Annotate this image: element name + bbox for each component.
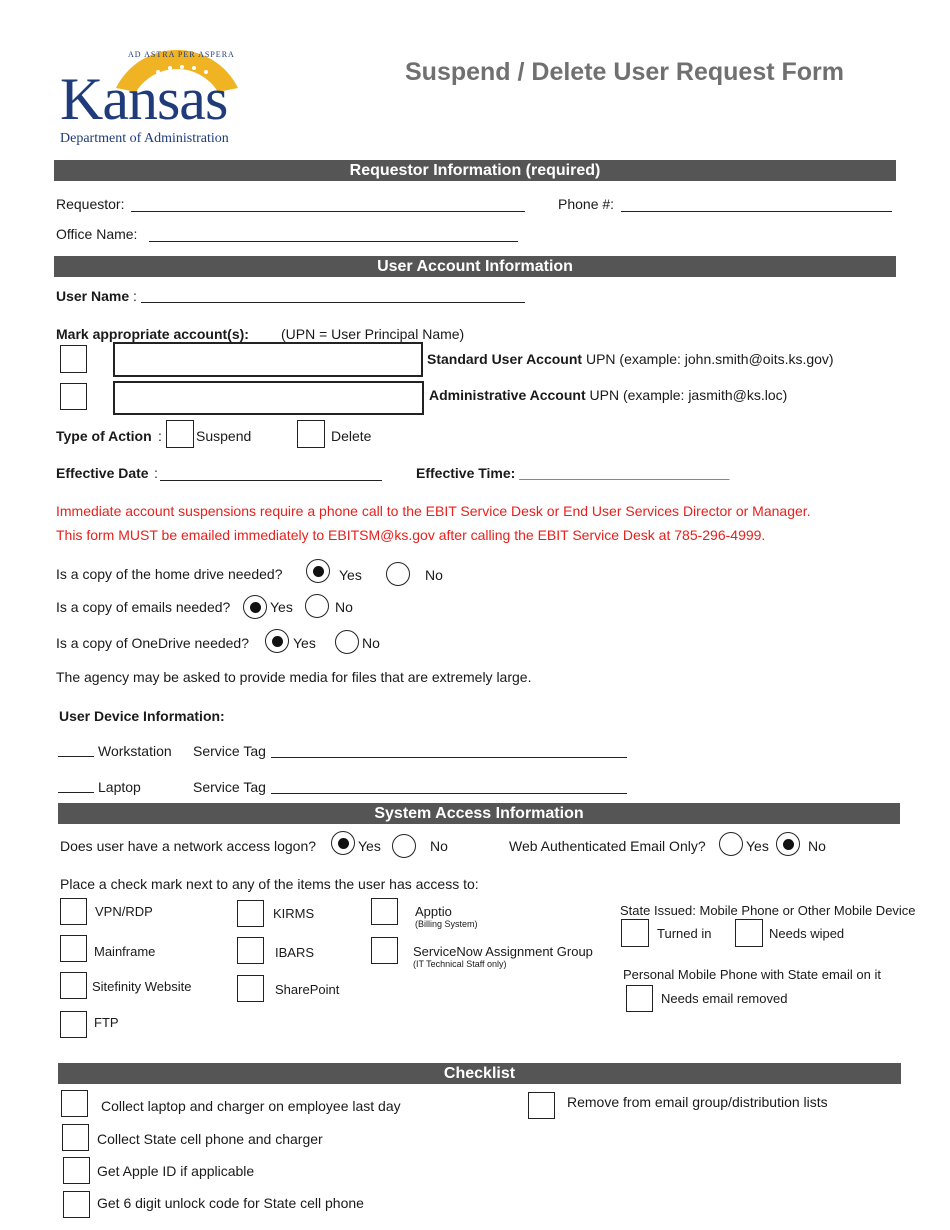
warning-suspension: Immediate account suspensions require a phone call to the EBIT Service Desk or End User Services Director or Manager. — [56, 503, 811, 519]
workstation-label: Workstation — [98, 743, 172, 759]
mainframe-checkbox[interactable] — [60, 935, 87, 962]
apptio-sublabel: (Billing System) — [415, 919, 478, 929]
place-check-instruction: Place a check mark next to any of the items the user has access to: — [60, 876, 479, 892]
home-drive-no-radio[interactable] — [386, 562, 410, 586]
mark-accounts-label: Mark appropriate account(s): — [56, 326, 249, 342]
admin-account-checkbox[interactable] — [60, 383, 87, 410]
needs-email-removed-checkbox[interactable] — [626, 985, 653, 1012]
type-of-action-colon: : — [158, 428, 162, 444]
standard-account-checkbox[interactable] — [60, 345, 87, 373]
onedrive-no-radio[interactable] — [335, 630, 359, 654]
office-name-field[interactable] — [149, 241, 518, 242]
requestor-field[interactable] — [131, 211, 525, 212]
emails-question: Is a copy of emails needed? — [56, 599, 231, 615]
emails-yes-label: Yes — [270, 599, 293, 615]
servicenow-checkbox[interactable] — [371, 937, 398, 964]
delete-checkbox[interactable] — [297, 420, 325, 448]
apptio-checkbox[interactable] — [371, 898, 398, 925]
laptop-label: Laptop — [98, 779, 141, 795]
section-bar-user-account: User Account Information — [54, 256, 896, 277]
vpn-checkbox[interactable] — [60, 898, 87, 925]
mainframe-label: Mainframe — [94, 944, 156, 959]
network-logon-no-label: No — [430, 838, 448, 854]
needs-wiped-label: Needs wiped — [769, 926, 845, 941]
onedrive-no-label: No — [362, 635, 380, 651]
vpn-label: VPN/RDP — [95, 904, 153, 919]
home-drive-no-label: No — [425, 567, 443, 583]
kansas-logo — [58, 46, 253, 151]
user-name-colon: : — [133, 288, 137, 304]
suspend-label: Suspend — [196, 428, 252, 444]
requestor-label: Requestor: — [56, 196, 125, 212]
emails-no-label: No — [335, 599, 353, 615]
section-bar-system-access: System Access Information — [58, 803, 900, 824]
workstation-check-line[interactable] — [58, 756, 94, 757]
checklist-item4-label: Get 6 digit unlock code for State cell phone — [97, 1195, 364, 1211]
delete-label: Delete — [331, 428, 372, 444]
sitefinity-label: Sitefinity Website — [92, 979, 192, 994]
section-bar-requestor: Requestor Information (required) — [54, 160, 896, 181]
checklist-item5-checkbox[interactable] — [528, 1092, 555, 1119]
web-email-question: Web Authenticated Email Only? — [509, 838, 706, 854]
media-note: The agency may be asked to provide media for files that are extremely large. — [56, 669, 532, 685]
home-drive-yes-radio[interactable] — [306, 559, 330, 583]
home-drive-question: Is a copy of the home drive needed? — [56, 566, 283, 582]
effective-date-colon: : — [154, 465, 158, 481]
standard-account-label — [427, 351, 834, 367]
sharepoint-label: SharePoint — [275, 982, 340, 997]
apptio-label: Apptio — [415, 904, 452, 919]
kirms-checkbox[interactable] — [237, 900, 264, 927]
network-logon-yes-label: Yes — [358, 838, 381, 854]
web-email-yes-radio[interactable] — [719, 832, 743, 856]
standard-upn-field[interactable] — [113, 342, 423, 377]
web-email-no-label: No — [808, 838, 826, 854]
logo-department: Department of Administration — [60, 131, 229, 146]
laptop-check-line[interactable] — [58, 792, 94, 793]
checklist-item3-checkbox[interactable] — [63, 1157, 90, 1184]
onedrive-yes-label: Yes — [293, 635, 316, 651]
suspend-checkbox[interactable] — [166, 420, 194, 448]
warning-email: This form MUST be emailed immediately to EBITSM@ks.gov after calling the EBIT Service Desk at 785-296-4999. — [56, 527, 766, 543]
onedrive-yes-radio[interactable] — [265, 629, 289, 653]
ibars-label: IBARS — [275, 945, 315, 960]
state-issued-label: State Issued: Mobile Phone or Other Mobile Device — [620, 903, 916, 918]
web-email-yes-label: Yes — [746, 838, 769, 854]
logo-motto: AD ASTRA PER ASPERA — [128, 50, 235, 59]
admin-account-example: UPN (example: jasmith@ks.loc) — [585, 387, 788, 403]
upn-note: (UPN = User Principal Name) — [281, 326, 465, 342]
admin-account-title: Administrative Account — [429, 387, 586, 403]
type-of-action-label: Type of Action — [56, 428, 152, 444]
office-name-label: Office Name: — [56, 226, 138, 242]
kirms-label: KIRMS — [273, 906, 315, 921]
needs-email-removed-label: Needs email removed — [661, 991, 788, 1006]
phone-field[interactable] — [621, 211, 892, 212]
section-bar-checklist: Checklist — [58, 1063, 901, 1084]
checklist-item1-label: Collect laptop and charger on employee last day — [101, 1098, 401, 1114]
page-title: Suspend / Delete User Request Form — [405, 58, 845, 86]
network-logon-question: Does user have a network access logon? — [60, 838, 317, 854]
standard-account-title: Standard User Account — [427, 351, 583, 367]
home-drive-yes-label: Yes — [339, 567, 362, 583]
effective-date-label: Effective Date — [56, 465, 149, 481]
checklist-item5-label: Remove from email group/distribution lists — [567, 1094, 828, 1110]
checklist-item4-checkbox[interactable] — [63, 1191, 90, 1218]
effective-time-label[interactable]: Effective Time: ___________________________ — [416, 465, 730, 481]
network-logon-no-radio[interactable] — [392, 834, 416, 858]
personal-phone-label: Personal Mobile Phone with State email on it — [623, 967, 881, 982]
standard-account-example: UPN (example: john.smith@oits.ks.gov) — [582, 351, 834, 367]
sitefinity-checkbox[interactable] — [60, 972, 87, 999]
checklist-item2-checkbox[interactable] — [62, 1124, 89, 1151]
logo-name: Kansas — [60, 66, 228, 132]
checklist-item2-label: Collect State cell phone and charger — [97, 1131, 323, 1147]
servicenow-sublabel: (IT Technical Staff only) — [413, 959, 507, 969]
phone-label: Phone #: — [558, 196, 615, 212]
laptop-service-tag-field[interactable] — [271, 793, 627, 794]
effective-date-field[interactable] — [160, 480, 382, 481]
emails-no-radio[interactable] — [305, 594, 329, 618]
ibars-checkbox[interactable] — [237, 937, 264, 964]
sharepoint-checkbox[interactable] — [237, 975, 264, 1002]
turned-in-label: Turned in — [657, 926, 712, 941]
ftp-checkbox[interactable] — [60, 1011, 87, 1038]
web-email-no-radio[interactable] — [776, 832, 800, 856]
admin-upn-field[interactable] — [113, 381, 424, 415]
turned-in-checkbox[interactable] — [621, 919, 649, 947]
checklist-item1-checkbox[interactable] — [61, 1090, 88, 1117]
emails-yes-radio[interactable] — [243, 595, 267, 619]
onedrive-question: Is a copy of OneDrive needed? — [56, 635, 250, 651]
workstation-service-tag-label: Service Tag — [193, 743, 266, 759]
user-name-label: User Name — [56, 288, 130, 304]
checklist-item3-label: Get Apple ID if applicable — [97, 1163, 255, 1179]
needs-wiped-checkbox[interactable] — [735, 919, 763, 947]
admin-account-label — [429, 387, 787, 403]
user-name-field[interactable] — [141, 302, 525, 303]
ftp-label: FTP — [94, 1015, 119, 1030]
servicenow-label: ServiceNow Assignment Group — [413, 944, 593, 959]
workstation-service-tag-field[interactable] — [271, 757, 627, 758]
network-logon-yes-radio[interactable] — [331, 831, 355, 855]
device-info-label: User Device Information: — [59, 708, 225, 724]
laptop-service-tag-label: Service Tag — [193, 779, 266, 795]
